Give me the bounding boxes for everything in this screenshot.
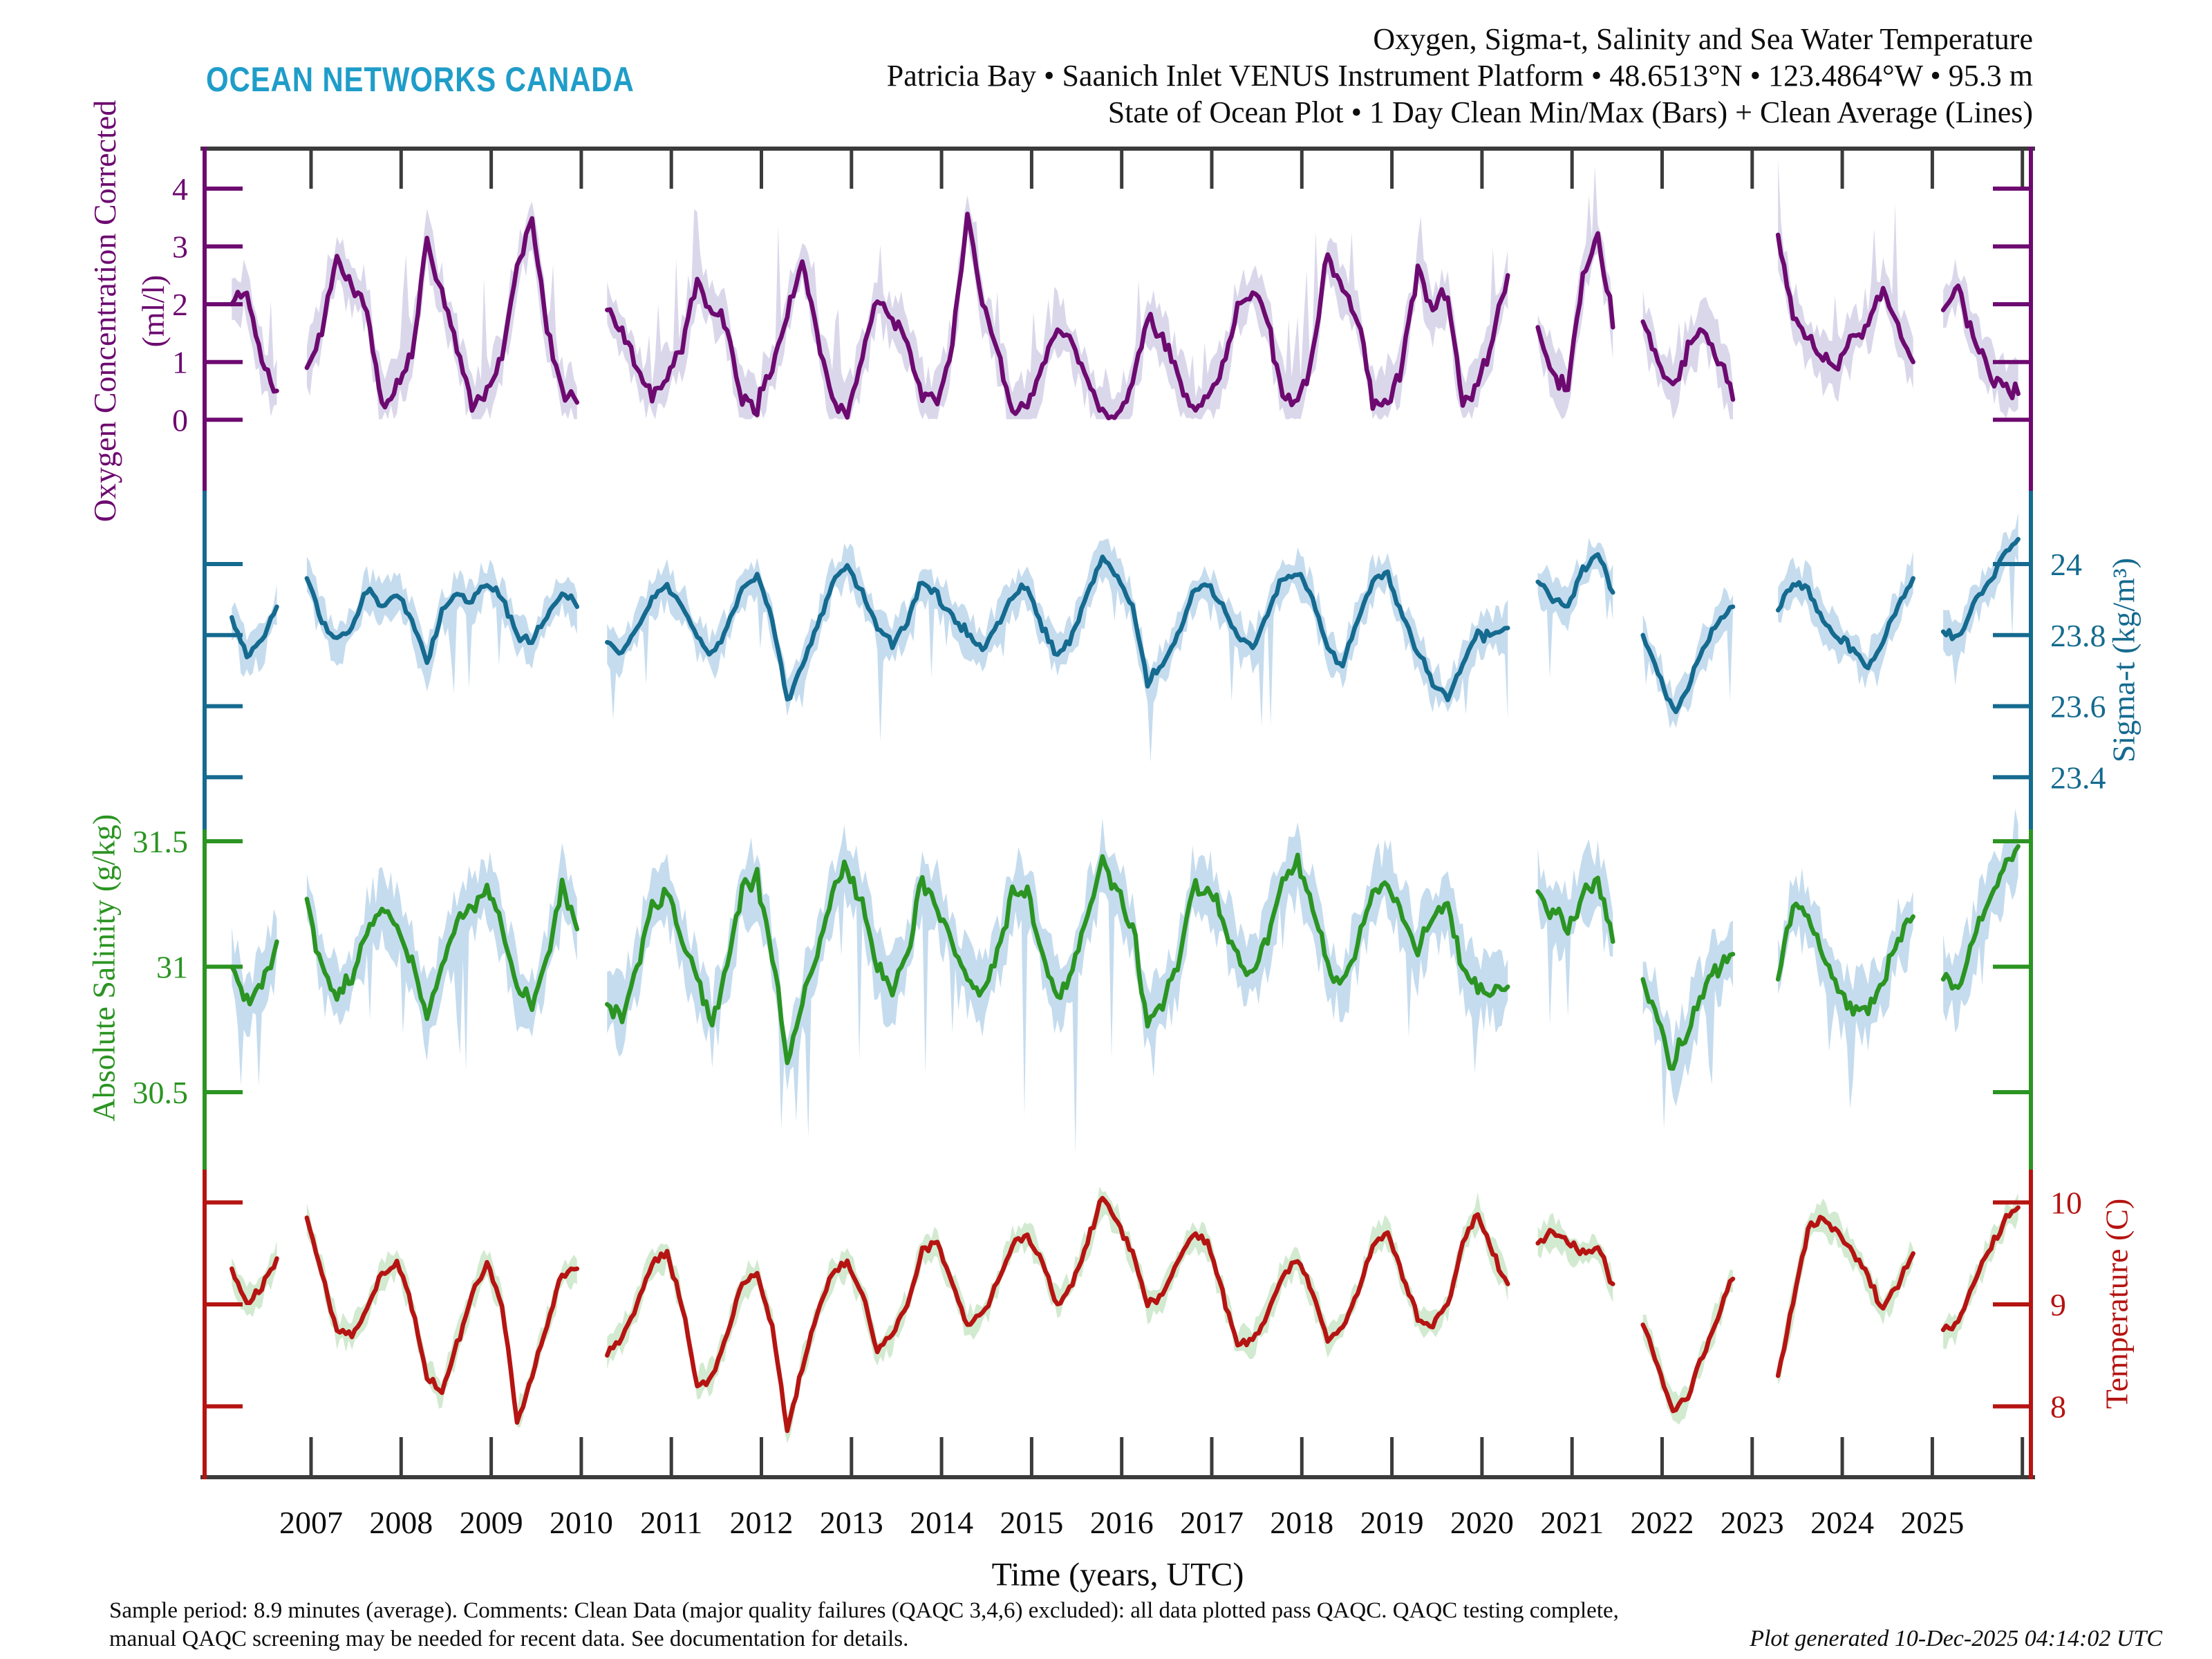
- left-spine-temperature: [203, 1170, 207, 1479]
- x-tick-label-2007: 2007: [279, 1505, 343, 1540]
- x-tick-label-2012: 2012: [729, 1505, 794, 1540]
- absolute-salinity-minmax-band: [1643, 921, 1733, 1130]
- right-spine-absolute-salinity: [2029, 830, 2033, 1170]
- x-tick-label-2019: 2019: [1360, 1505, 1424, 1540]
- absolute-salinity-minmax-band: [307, 843, 577, 1072]
- x-tick-label-2022: 2022: [1630, 1505, 1694, 1540]
- absolute-salinity-minmax-band: [607, 818, 1508, 1154]
- temperature-tick-label-1: 9: [2050, 1287, 2066, 1322]
- x-tick-label-2013: 2013: [819, 1505, 883, 1540]
- oxygen-tick-label-1: 1: [172, 344, 188, 380]
- oxygen-tick-label-2: 2: [172, 287, 188, 323]
- plot-title-line1: Oxygen, Sigma-t, Salinity and Sea Water Temperature: [1373, 22, 2033, 56]
- absolute-salinity-tick-label-0: 31.5: [132, 824, 188, 859]
- right-spine-sigma-t: [2029, 491, 2033, 830]
- oxygen-axis-title-line2: (ml/l): [135, 274, 171, 348]
- x-tick-label-2011: 2011: [640, 1505, 703, 1540]
- left-spine-oxygen: [203, 147, 207, 491]
- x-tick-label-2009: 2009: [459, 1505, 523, 1540]
- top-spine: [200, 147, 2035, 151]
- ocean-networks-canada-logo: OCEAN NETWORKS CANADA: [206, 60, 635, 99]
- plot-title-block: [887, 21, 2033, 131]
- oxygen-minmax-band: [1943, 259, 2018, 419]
- oxygen-average-line: [307, 218, 577, 411]
- temperature-axis-title: Temperature (C): [2099, 1198, 2135, 1409]
- x-tick-label-2021: 2021: [1540, 1505, 1604, 1540]
- temperature-tick-label-2: 8: [2050, 1389, 2066, 1425]
- x-tick-label-2015: 2015: [1000, 1505, 1064, 1540]
- plot-generated-timestamp: Plot generated 10-Dec-2025 04:14:02 UTC: [1750, 1626, 2162, 1651]
- sigma-t-minmax-band: [1943, 512, 2018, 685]
- sigma-t-tick-label-2: 23.6: [2050, 688, 2106, 724]
- x-tick-label-2016: 2016: [1089, 1505, 1154, 1540]
- oxygen-minmax-band: [1538, 166, 1613, 420]
- right-spine-temperature: [2029, 1170, 2033, 1479]
- sigma-t-minmax-band: [1643, 587, 1733, 729]
- x-tick-label-2025: 2025: [1900, 1505, 1965, 1540]
- x-tick-label-2017: 2017: [1180, 1505, 1244, 1540]
- sigma-t-minmax-band: [607, 538, 1508, 762]
- oxygen-axis-title-line1: Oxygen Concentration Corrected: [87, 100, 122, 523]
- x-tick-label-2020: 2020: [1450, 1505, 1514, 1540]
- x-tick-label-2024: 2024: [1810, 1505, 1875, 1540]
- sigma-t-tick-label-1: 23.8: [2050, 617, 2106, 653]
- footer-line2: manual QAQC screening may be needed for recent data. See documentation for details.: [109, 1627, 909, 1651]
- temperature-average-line: [307, 1218, 577, 1423]
- plot-title-line2: Patricia Bay • Saanich Inlet VENUS Instrument Platform • 48.6513°N • 123.4864°W • 95.3 m: [886, 59, 2033, 93]
- oxygen-minmax-band: [1778, 160, 1913, 402]
- sigma-t-tick-label-0: 24: [2050, 547, 2082, 582]
- x-tick-label-2018: 2018: [1270, 1505, 1334, 1540]
- absolute-salinity-tick-label-2: 30.5: [132, 1075, 188, 1110]
- oxygen-tick-label-4: 4: [172, 171, 188, 207]
- footer-line1: Sample period: 8.9 minutes (average). Comments: Clean Data (major quality failures (QAQC 3,4,6) excluded): all data plotted pass QAQC. QAQC testing complete,: [109, 1598, 1619, 1623]
- right-spine-oxygen: [2029, 147, 2033, 491]
- oxygen-minmax-band: [307, 202, 577, 420]
- absolute-salinity-minmax-band: [1538, 839, 1613, 1025]
- footer-comments: [109, 1597, 1619, 1653]
- temperature-minmax-band: [607, 1187, 1508, 1443]
- temperature-tick-label-0: 10: [2050, 1185, 2082, 1221]
- oxygen-minmax-band: [607, 195, 1508, 419]
- x-tick-label-2010: 2010: [549, 1505, 613, 1540]
- plot-area: [232, 160, 2018, 1443]
- x-axis-title: Time (years, UTC): [991, 1556, 1244, 1593]
- oxygen-axis-title: [81, 100, 178, 523]
- left-spine-sigma-t: [203, 491, 207, 830]
- x-tick-label-2014: 2014: [910, 1505, 974, 1540]
- sigma-t-tick-label-3: 23.4: [2050, 760, 2106, 796]
- absolute-salinity-tick-label-1: 31: [156, 949, 188, 985]
- sigma-axis-title: Sigma-t (kg/m³): [2106, 557, 2141, 763]
- bottom-spine: [200, 1475, 2035, 1479]
- salinity-axis-title: Absolute Salinity (g/kg): [86, 814, 122, 1122]
- temperature-minmax-band: [1643, 1270, 1733, 1425]
- plot-title-line3: State of Ocean Plot • 1 Day Clean Min/Max (Bars) + Clean Average (Lines): [1107, 95, 2033, 129]
- x-tick-label-2008: 2008: [369, 1505, 433, 1540]
- sigma-t-minmax-band: [307, 556, 577, 693]
- oxygen-tick-label-3: 3: [172, 229, 188, 265]
- oxygen-tick-label-0: 0: [172, 402, 188, 438]
- left-spine-absolute-salinity: [203, 830, 207, 1170]
- x-tick-label-2023: 2023: [1720, 1505, 1784, 1540]
